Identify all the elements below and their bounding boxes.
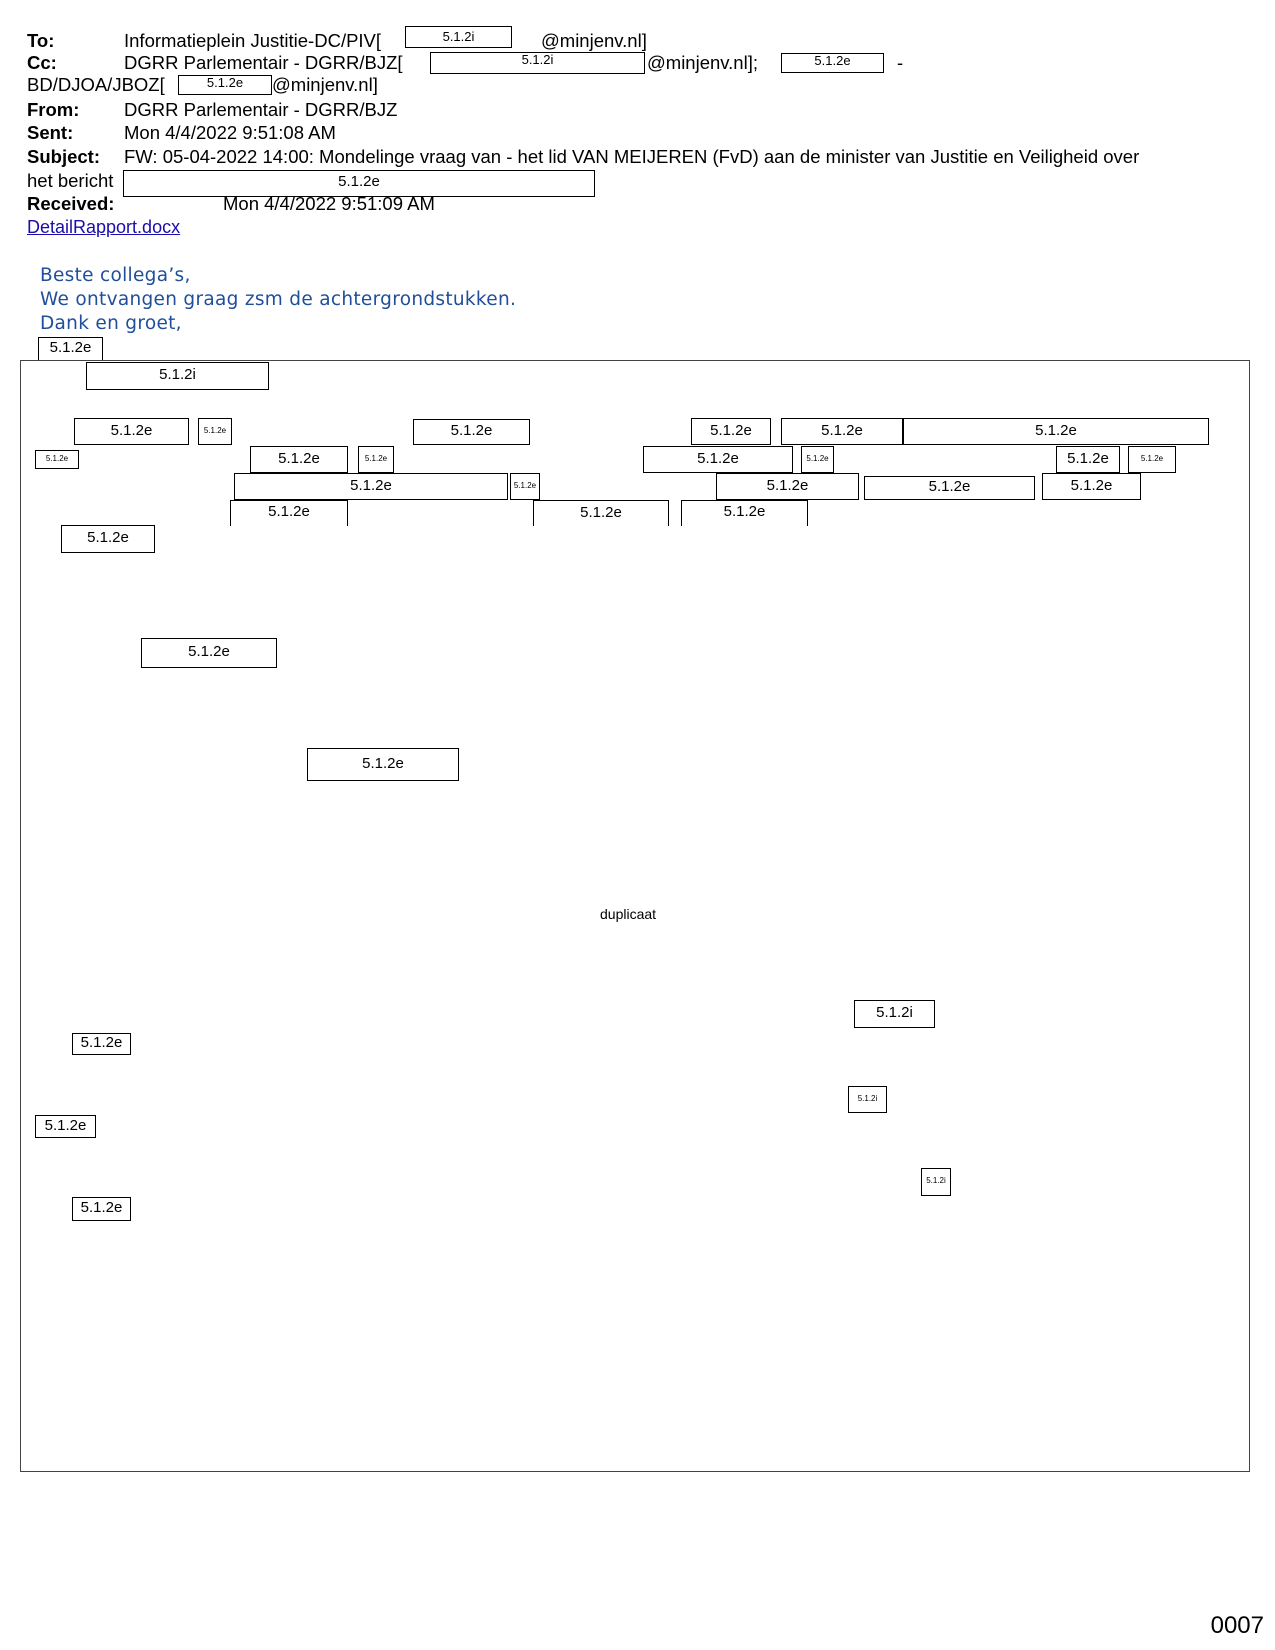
received-label: Received: <box>27 193 115 214</box>
sent-value: Mon 4/4/2022 9:51:08 AM <box>124 122 336 143</box>
redaction-box: 5.1.2e <box>691 418 771 445</box>
redaction-box: 5.1.2e <box>61 525 155 553</box>
sign-off: Dank en groet, <box>40 313 182 334</box>
redaction-box: 5.1.2e <box>1042 473 1141 500</box>
redaction-box: 5.1.2e <box>141 638 277 668</box>
cc-dash: - <box>897 52 904 73</box>
redaction-box: 5.1.2e <box>781 418 903 445</box>
redaction-box: 5.1.2e <box>35 1115 96 1138</box>
redaction-box: 5.1.2e <box>864 476 1035 500</box>
to-suffix: @minjenv.nl] <box>541 30 647 51</box>
redaction-box: 5.1.2i <box>921 1168 951 1196</box>
subject-value: FW: 05-04-2022 14:00: Mondelinge vraag van - het lid VAN MEIJEREN (FvD) aan de minister van Justitie en Veiligheid over <box>124 146 1140 167</box>
cc-line2-suffix: @minjenv.nl] <box>272 74 378 95</box>
redaction-box: 5.1.2e <box>72 1197 131 1221</box>
attachment-link[interactable]: DetailRapport.docx <box>27 217 181 237</box>
from-label: From: <box>27 99 80 120</box>
redaction-box: 5.1.2e <box>716 473 859 500</box>
redaction-box: 5.1.2e <box>358 446 394 473</box>
from-value: DGRR Parlementair - DGRR/BJZ <box>124 99 398 120</box>
redaction-box: 5.1.2e <box>1128 446 1176 473</box>
redaction-box: 5.1.2e <box>801 446 834 473</box>
redaction-box: 5.1.2e <box>230 500 348 526</box>
redaction-box: 5.1.2i <box>854 1000 935 1028</box>
redaction-box: 5.1.2e <box>250 446 348 473</box>
redaction-box: 5.1.2e <box>74 418 189 445</box>
redaction-box: 5.1.2e <box>903 418 1209 445</box>
duplicate-watermark: duplicaat <box>600 906 657 922</box>
to-label: To: <box>27 30 55 51</box>
redaction-box: 5.1.2i <box>430 52 645 74</box>
redaction-box: 5.1.2e <box>123 170 595 197</box>
to-value: Informatieplein Justitie-DC/PIV[ <box>124 30 382 51</box>
redaction-box: 5.1.2e <box>234 473 508 500</box>
redaction-box: 5.1.2e <box>72 1033 131 1055</box>
redaction-box: 5.1.2e <box>198 418 232 445</box>
redaction-box: 5.1.2e <box>781 53 884 73</box>
redaction-box: 5.1.2e <box>35 450 79 469</box>
cc-suffix: @minjenv.nl]; <box>647 52 758 73</box>
redaction-box: 5.1.2i <box>848 1086 887 1113</box>
redaction-box: 5.1.2i <box>86 362 269 390</box>
redaction-box: 5.1.2e <box>643 446 793 473</box>
greeting: Beste collega’s, <box>40 265 191 286</box>
received-value: Mon 4/4/2022 9:51:09 AM <box>223 193 435 214</box>
subject-label: Subject: <box>27 146 100 167</box>
message-line: We ontvangen graag zsm de achtergrondstukken. <box>40 289 517 310</box>
cc-label: Cc: <box>27 52 57 73</box>
redaction-box: 5.1.2e <box>533 500 669 526</box>
redaction-box: 5.1.2e <box>307 748 459 781</box>
sent-label: Sent: <box>27 122 74 143</box>
redaction-box: 5.1.2e <box>681 500 808 526</box>
redaction-box: 5.1.2i <box>405 26 512 48</box>
cc-value: DGRR Parlementair - DGRR/BJZ[ <box>124 52 403 73</box>
header-subject-row2 <box>27 170 113 192</box>
page-number: 0007 <box>1210 1612 1264 1639</box>
cc-line2-prefix: BD/DJOA/JBOZ[ <box>27 74 165 95</box>
subject-line2: het bericht <box>27 170 114 191</box>
redaction-box: 5.1.2e <box>413 419 530 445</box>
redaction-box: 5.1.2e <box>178 75 272 95</box>
redaction-box: 5.1.2e <box>1056 446 1120 473</box>
redaction-box: 5.1.2e <box>38 337 103 361</box>
redaction-box: 5.1.2e <box>510 473 540 500</box>
